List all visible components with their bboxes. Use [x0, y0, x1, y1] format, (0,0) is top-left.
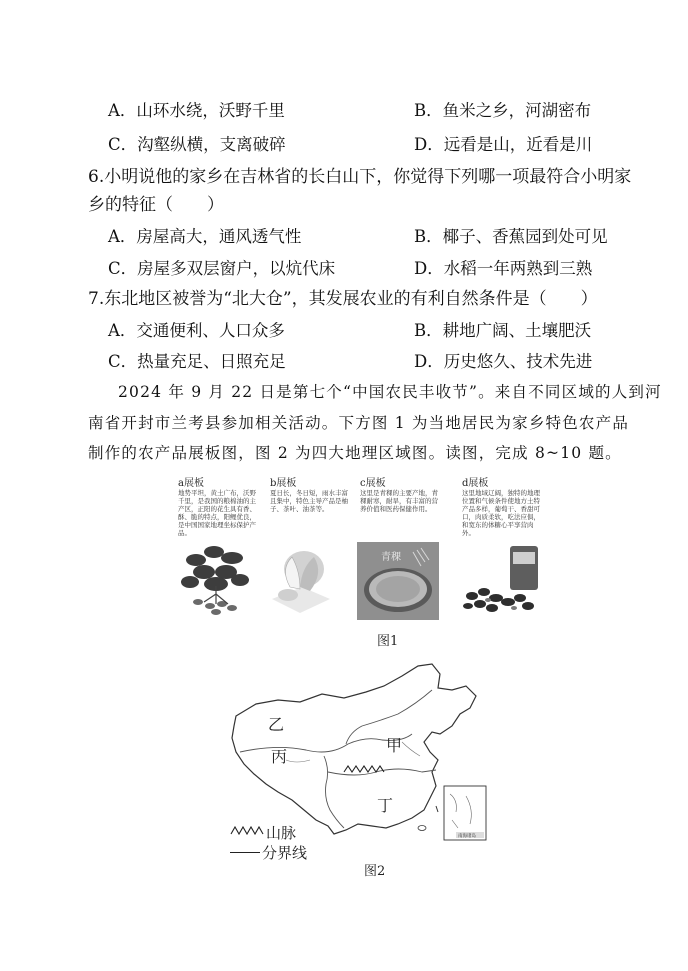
passage-line2: 南省开封市兰考县参加相关活动。下方图 1 为当地居民为家乡特色农产品: [88, 414, 630, 432]
panel-a-title: a展板: [178, 478, 204, 489]
q5-option-b: B．鱼米之乡，河湖密布: [414, 101, 592, 120]
raisins-image: [458, 544, 544, 618]
panel-b-title: b展板: [270, 478, 297, 489]
legend-boundary-label: 分界线: [262, 844, 308, 862]
q6-option-a: A．房屋高大，通风透气性: [108, 227, 302, 246]
q7-option-c: C．热量充足、日照充足: [108, 352, 286, 371]
panel-d-title: d展板: [462, 478, 489, 489]
q7-option-a: A．交通便利、人口众多: [108, 321, 285, 340]
barley-label: 青稞: [381, 552, 401, 563]
peanut-plant-image: [176, 538, 256, 620]
passage-line3: 制作的农产品展板图，图 2 为四大地理区域图。读图，完成 8~10 题。: [88, 444, 622, 462]
q7-stem: 7.东北地区被誉为“北大仓”，其发展农业的有利自然条件是（ ）: [88, 289, 598, 309]
panel-c-text: 这里是青稞的主要产地，青稞耐寒，耐旱，有丰富的营养价值和医药保健作用。: [360, 489, 438, 513]
q5-option-a: A．山环水绕，沃野千里: [108, 101, 285, 120]
highland-barley-image: [357, 542, 439, 620]
q6-stem-line1: 6.小明说他的家乡在吉林省的长白山下，你觉得下列哪一项最符合小明家: [88, 167, 632, 187]
figure1-caption: 图1: [377, 634, 399, 649]
region-bing-label: 丙: [271, 747, 288, 766]
boundary-tibet-south: [324, 756, 344, 828]
region-jia-label: 甲: [386, 736, 403, 755]
q6-option-c: C．房屋多双层窗户，以炕代床: [108, 259, 336, 278]
boundary-legend-line: [230, 852, 260, 853]
legend-mountain-label: 山脉: [266, 824, 297, 842]
region-yi-label: 乙: [268, 715, 285, 734]
q5-option-c: C．沟壑纵横，支离破碎: [108, 135, 286, 154]
inset-label: 南海诸岛: [458, 834, 476, 839]
q7-option-b: B．耕地广阔、土壤肥沃: [414, 321, 592, 340]
china-outline: [232, 664, 476, 834]
panel-c-title: c展板: [360, 478, 386, 489]
q6-option-d: D．水稻一年两熟到三熟: [414, 259, 593, 278]
region-ding-label: 丁: [377, 796, 394, 815]
pomelo-image: [270, 545, 332, 617]
q7-option-d: D．历史悠久、技术先进: [414, 352, 593, 371]
passage-line1: 2024 年 9 月 22 日是第七个“中国农民丰收节”。来自不同区域的人到河: [118, 383, 662, 401]
figure2-caption: 图2: [364, 864, 386, 879]
panel-b-text: 夏日长，冬日短，雨水丰富且集中，特色主导产品是柚子、茶叶、油茶等。: [270, 489, 348, 513]
q6-option-b: B．椰子、香蕉园到处可见: [414, 227, 608, 246]
panel-d-text: 这里地域辽阔，独特的地理位置和气候条件使地方土特产品多样，葡萄干、香甜可口，肉质柔软，吃法应俱，和宽东的体糖心平享营肉外。: [462, 489, 540, 537]
mountain-legend-icon: [230, 824, 264, 836]
q6-stem-line2: 乡的特征（ ）: [88, 195, 224, 215]
panel-a-text: 地势平坦，黄土广布，沃野千里，是我国的粮棉油的主产区，正阳的花生具有香、酥、脆的特点，阳鲤优良，是中国国家地理坐标保护产品。: [178, 489, 256, 537]
q5-option-d: D．远看是山，近看是川: [414, 135, 593, 154]
